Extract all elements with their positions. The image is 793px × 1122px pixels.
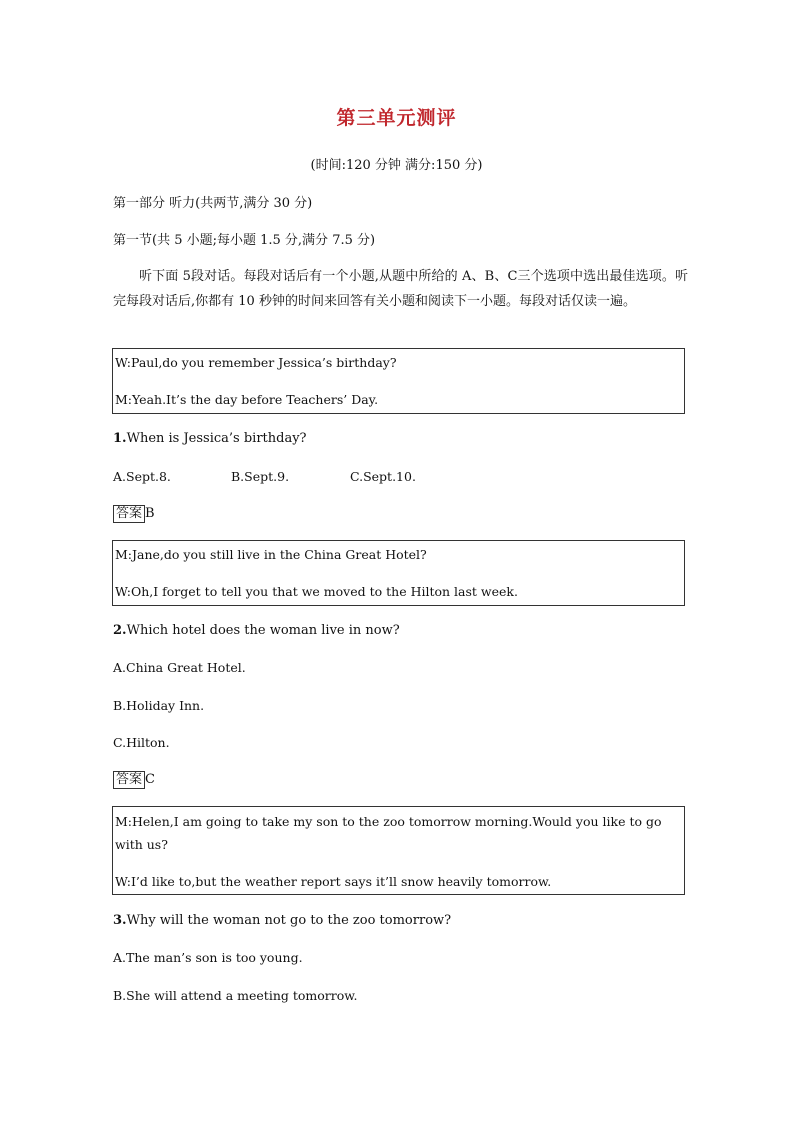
transcript-line: M:Jane,do you still live in the China Great Hotel?: [115, 547, 427, 562]
option: B.She will attend a meeting tomorrow.: [113, 988, 358, 1003]
page-title: 第三单元测评: [336, 107, 457, 129]
answer-label: 答案: [113, 505, 145, 523]
answer-value: C: [145, 772, 155, 787]
transcript-box: [112, 540, 685, 606]
transcript-line: W:I’d like to,but the weather report says it’ll snow heavily tomorrow.: [115, 874, 552, 889]
question-number: 2.: [113, 623, 127, 638]
transcript-box: [112, 806, 685, 895]
option: A.The man’s son is too young.: [113, 950, 303, 965]
answer-value: B: [145, 506, 155, 521]
transcript-line: M:Helen,I am going to take my son to the zoo tomorrow morning.Would you like to go with us?: [115, 814, 662, 852]
section-heading: 第一节(共 5 小题;每小题 1.5 分,满分 7.5 分): [113, 233, 376, 248]
question-text: When is Jessica’s birthday?: [126, 431, 307, 446]
transcript-line: M:Yeah.It’s the day before Teachers’ Day.: [115, 392, 379, 407]
option: A.Sept.8.: [113, 469, 171, 484]
transcript-box: [112, 348, 685, 414]
answer-label: 答案: [113, 771, 145, 789]
option: C.Sept.10.: [350, 469, 416, 484]
exam-subtitle: (时间:120 分钟 满分:150 分): [310, 158, 483, 173]
question-number: 1.: [113, 431, 127, 446]
transcript-line: W:Oh,I forget to tell you that we moved to the Hilton last week.: [115, 584, 518, 599]
answer: [113, 505, 155, 523]
option: A.China Great Hotel.: [113, 660, 246, 675]
question-text: Why will the woman not go to the zoo tomorrow?: [126, 913, 452, 928]
question: [113, 913, 451, 928]
option: B.Sept.9.: [231, 469, 290, 484]
answer: [113, 771, 155, 789]
question: [113, 623, 400, 638]
option: B.Holiday Inn.: [113, 698, 205, 713]
instructions: 听下面 5段对话。每段对话后有一个小题,从题中所给的 A、B、C三个选项中选出最佳选项。听完每段对话后,你都有 10 秒钟的时间来回答有关小题和阅读下一小题。每段对话仅读一遍。: [113, 269, 688, 309]
question: [113, 431, 307, 446]
question-text: Which hotel does the woman live in now?: [126, 623, 400, 638]
option: C.Hilton.: [113, 735, 170, 750]
part-heading: 第一部分 听力(共两节,满分 30 分): [113, 196, 313, 211]
question-number: 3.: [113, 913, 127, 928]
transcript-line: W:Paul,do you remember Jessica’s birthday?: [115, 355, 397, 370]
